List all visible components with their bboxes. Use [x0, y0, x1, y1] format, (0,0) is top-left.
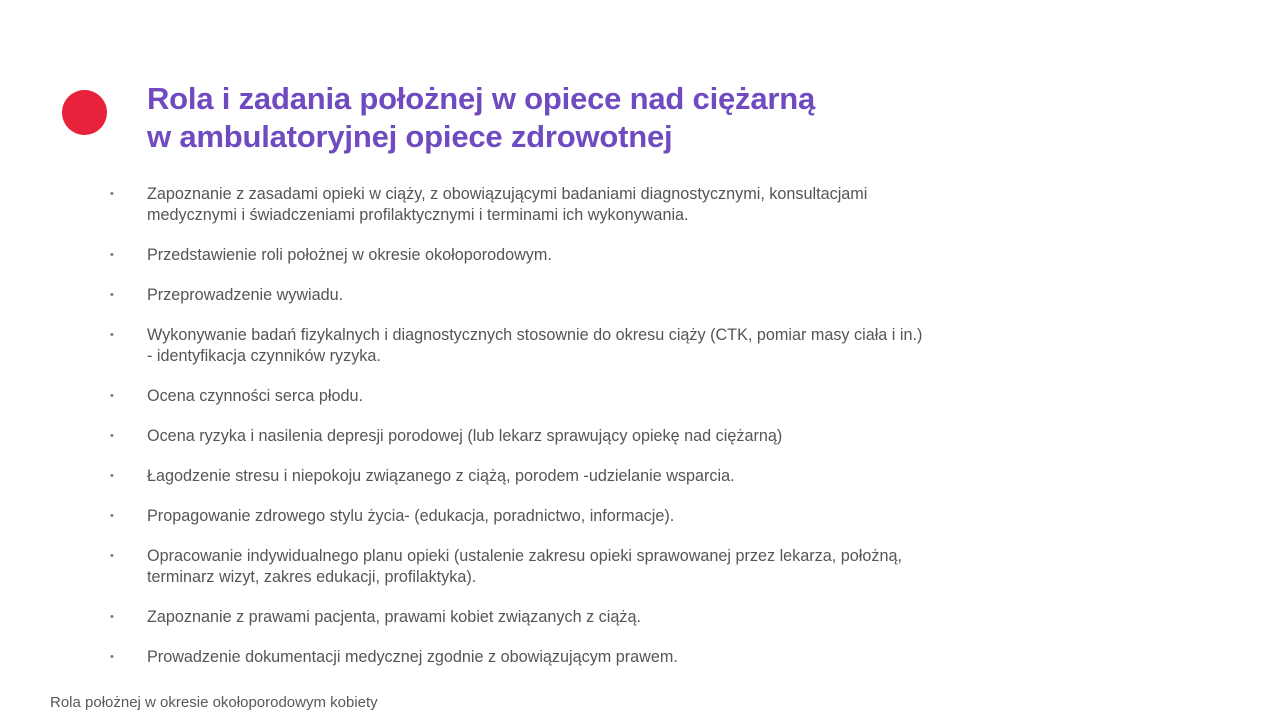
list-item-text: Przedstawienie roli położnej w okresie okołoporodowym. [147, 246, 552, 264]
list-item [110, 426, 1027, 447]
slide-title [147, 80, 815, 156]
bullet-icon: • [110, 249, 114, 261]
list-item-text-continued: - identyfikacja czynników ryzyka. [147, 347, 381, 365]
bullet-icon: • [110, 329, 114, 341]
bullet-icon: • [110, 289, 114, 301]
list-item-text: Wykonywanie badań fizykalnych i diagnostycznych stosownie do okresu ciąży (CTK, pomiar masy ciała i in.) [147, 326, 923, 344]
list-item [110, 285, 1027, 306]
list-item [110, 325, 1027, 367]
list-item-text: Opracowanie indywidualnego planu opieki (ustalenie zakresu opieki sprawowanej przez lekarza, położną, [147, 547, 902, 565]
list-item-text-continued: terminarz wizyt, zakres edukacji, profilaktyka). [147, 568, 477, 586]
list-item-text: Ocena czynności serca płodu. [147, 387, 363, 405]
bullet-icon: • [110, 390, 114, 402]
list-item [110, 466, 1027, 487]
bullet-icon: • [110, 188, 114, 200]
list-item [110, 506, 1027, 527]
list-item-text: Łagodzenie stresu i niepokoju związanego z ciążą, porodem -udzielanie wsparcia. [147, 467, 735, 485]
list-item-text-continued: medycznymi i świadczeniami profilaktycznymi i terminami ich wykonywania. [147, 206, 689, 224]
bullet-icon: • [110, 611, 114, 623]
bullet-icon: • [110, 430, 114, 442]
list-item [110, 184, 1027, 226]
slide-footer: Rola położnej w okresie okołoporodowym kobiety [50, 694, 378, 711]
bullet-icon: • [110, 550, 114, 562]
list-item-text: Prowadzenie dokumentacji medycznej zgodnie z obowiązującym prawem. [147, 648, 678, 666]
list-item-text: Zapoznanie z zasadami opieki w ciąży, z obowiązującymi badaniami diagnostycznymi, konsultacjami [147, 185, 868, 203]
list-item-text: Przeprowadzenie wywiadu. [147, 286, 344, 304]
bullet-list [110, 184, 1027, 687]
red-dot-icon [62, 90, 107, 135]
slide-title-line-1: Rola i zadania położnej w opiece nad ciężarną [147, 81, 816, 116]
slide-title-line-2: w ambulatoryjnej opiece zdrowotnej [147, 119, 673, 154]
list-item [110, 607, 1027, 628]
bullet-icon: • [110, 510, 114, 522]
list-item [110, 546, 1027, 588]
list-item-text: Zapoznanie z prawami pacjenta, prawami kobiet związanych z ciążą. [147, 608, 641, 626]
list-item [110, 245, 1027, 266]
list-item [110, 386, 1027, 407]
list-item-text: Propagowanie zdrowego stylu życia- (edukacja, poradnictwo, informacje). [147, 507, 675, 525]
bullet-icon: • [110, 470, 114, 482]
list-item [110, 647, 1027, 668]
bullet-icon: • [110, 651, 114, 663]
list-item-text: Ocena ryzyka i nasilenia depresji porodowej (lub lekarz sprawujący opiekę nad ciężarną) [147, 427, 783, 445]
